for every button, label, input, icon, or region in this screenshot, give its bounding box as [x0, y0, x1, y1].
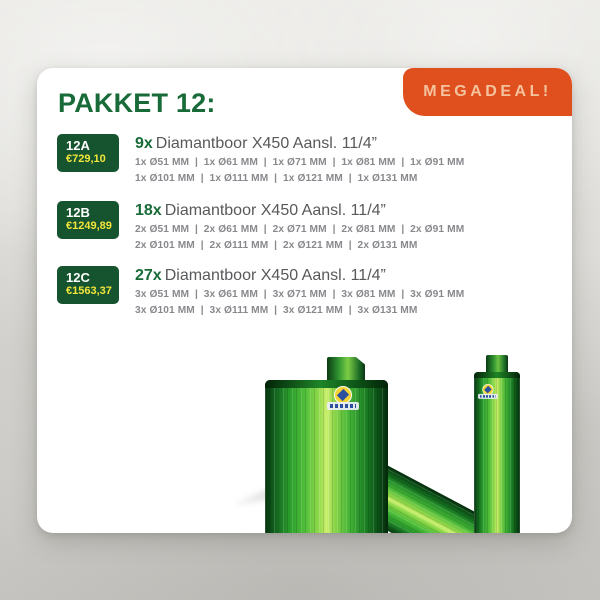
- drill-body: [474, 372, 520, 533]
- package-sizes-line2: 1x Ø101 MM | 1x Ø111 MM | 1x Ø121 MM | 1x Ø131 MM: [135, 173, 418, 184]
- brand-logo-icon: [478, 384, 498, 399]
- package-sizes-line2: 2x Ø101 MM | 2x Ø111 MM | 2x Ø121 MM | 2x Ø131 MM: [135, 240, 418, 251]
- package-sizes-line1: 3x Ø51 MM | 3x Ø61 MM | 3x Ø71 MM | 3x Ø81 MM | 3x Ø91 MM: [135, 289, 465, 300]
- package-code: 12B: [66, 205, 90, 220]
- drill-shank-icon: [327, 357, 365, 382]
- package-title: [135, 266, 464, 286]
- drill-shank-icon: [486, 355, 508, 374]
- package-quantity: 27x: [135, 267, 162, 284]
- promo-card: [37, 68, 572, 533]
- package-row-12c: [57, 266, 464, 318]
- package-row-12b: [57, 201, 464, 253]
- package-price: €1249,89: [66, 220, 112, 232]
- package-code-badge: [57, 266, 119, 304]
- package-title: [135, 134, 464, 154]
- package-code: 12C: [66, 270, 90, 285]
- package-sizes-line1: 2x Ø51 MM | 2x Ø61 MM | 2x Ø71 MM | 2x Ø81 MM | 2x Ø91 MM: [135, 224, 465, 235]
- drill-bit-diagonal: [260, 412, 522, 533]
- package-code: 12A: [66, 138, 90, 153]
- page-title: PAKKET 12:: [58, 88, 216, 118]
- drill-shank-icon: [267, 424, 305, 463]
- package-code-badge: [57, 134, 119, 172]
- package-title: [135, 201, 464, 221]
- drill-body: [265, 380, 388, 533]
- package-price: €1563,37: [66, 285, 112, 297]
- package-description: Diamantboor X450 Aansl. 11/4”: [164, 202, 386, 219]
- brand-logo-icon: [327, 386, 359, 410]
- package-sizes-line1: 1x Ø51 MM | 1x Ø61 MM | 1x Ø71 MM | 1x Ø81 MM | 1x Ø91 MM: [135, 157, 465, 168]
- package-details: [135, 134, 464, 186]
- package-price: €729,10: [66, 153, 106, 165]
- package-details: [135, 266, 464, 318]
- megadeal-badge: [403, 68, 572, 116]
- megadeal-label: MEGADEAL!: [423, 83, 552, 100]
- brand-logo-icon: [324, 456, 355, 490]
- package-description: Diamantboor X450 Aansl. 11/4”: [155, 135, 377, 152]
- package-quantity: 18x: [135, 202, 162, 219]
- package-description: Diamantboor X450 Aansl. 11/4”: [164, 267, 386, 284]
- package-code-badge: [57, 201, 119, 239]
- package-details: [135, 201, 464, 253]
- drill-bit-shadow: [227, 462, 346, 514]
- drill-body: [283, 424, 522, 533]
- package-sizes-line2: 3x Ø101 MM | 3x Ø111 MM | 3x Ø121 MM | 3x Ø131 MM: [135, 305, 418, 316]
- package-quantity: 9x: [135, 135, 153, 152]
- package-row-12a: [57, 134, 464, 186]
